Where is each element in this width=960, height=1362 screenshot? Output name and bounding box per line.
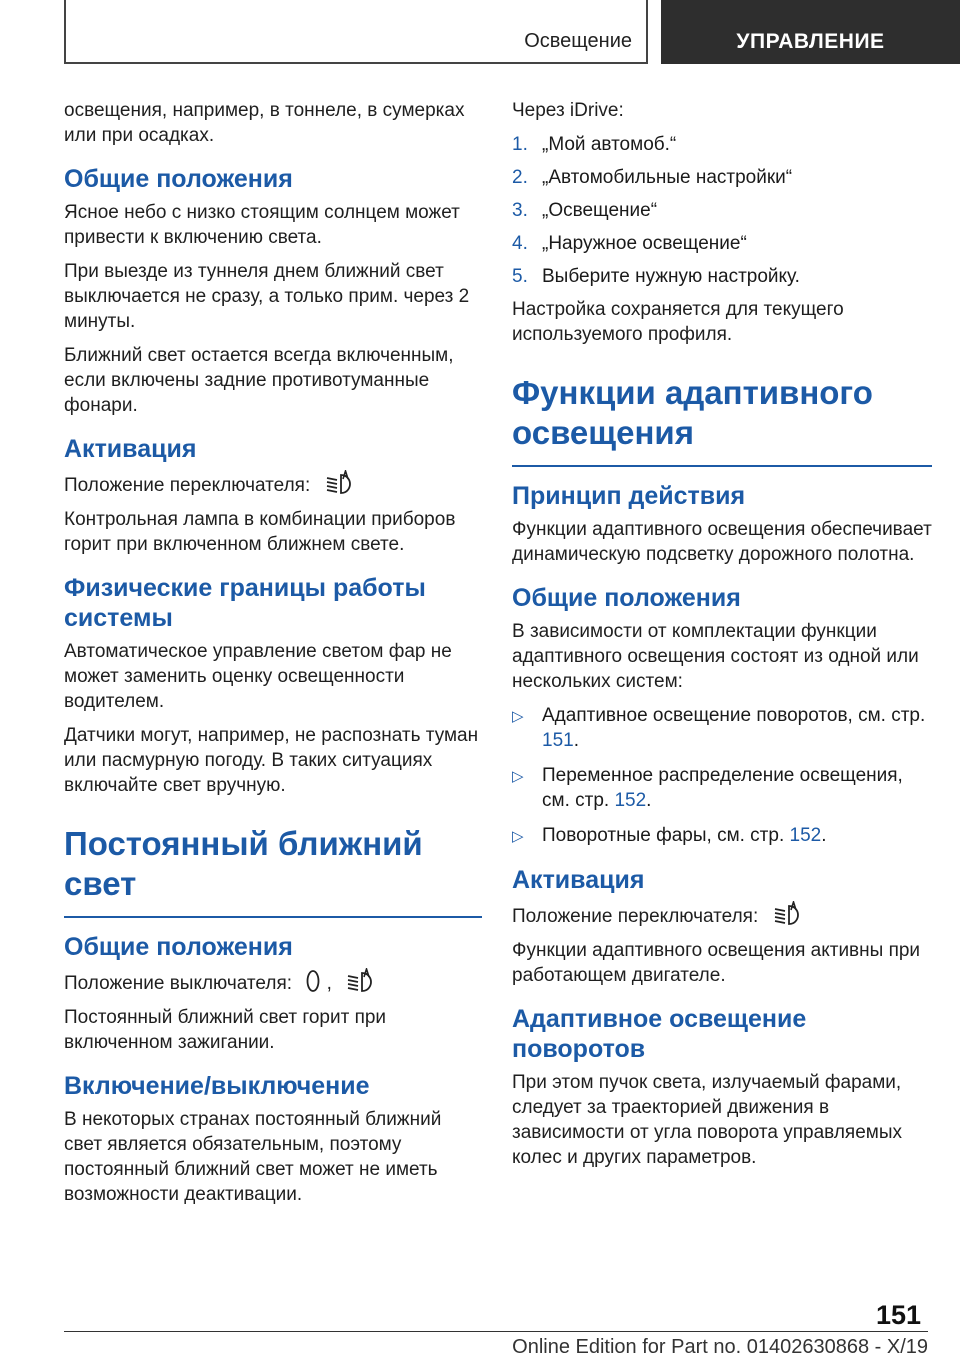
separator: , xyxy=(326,973,332,994)
step-text: „Освещение“ xyxy=(542,200,658,221)
step-number: 5. xyxy=(512,266,528,287)
section-rule xyxy=(64,916,482,918)
paragraph: Настройка сохраняется для текущего используемого профиля. xyxy=(512,299,844,345)
paragraph: Ясное небо с низко стоящим солнцем может привести к включению света. xyxy=(64,202,460,248)
heading-constant-low-beam: Постоянный ближний свет xyxy=(64,825,423,902)
idrive-steps xyxy=(512,132,932,289)
paragraph: В некоторых странах постоянный ближний свет является обязательным, поэтому постоянный ближний свет может не иметь возможности деактивации. xyxy=(64,1109,442,1205)
list-item xyxy=(512,165,932,190)
paragraph: Функции адаптивного освещения активны при работающем двигателе. xyxy=(512,940,921,986)
bullet-end: . xyxy=(646,790,652,811)
auto-headlight-icon xyxy=(324,470,354,496)
list-item xyxy=(512,763,932,813)
list-item xyxy=(512,231,932,256)
step-number: 4. xyxy=(512,233,528,254)
triangle-bullet-icon: ▷ xyxy=(512,828,524,845)
heading-principle: Принцип действия xyxy=(512,482,746,510)
page-link[interactable]: 152 xyxy=(789,825,822,846)
heading-limits: Физические границы работы системы xyxy=(64,574,426,632)
auto-headlight-icon xyxy=(345,968,375,994)
step-text: „Наружное освещение“ xyxy=(542,233,747,254)
paragraph: При выезде из туннеля днем ближний свет выключается не сразу, а только прим. через 2 минуты. xyxy=(64,261,470,332)
list-item xyxy=(512,823,932,849)
switch-position-line xyxy=(512,901,932,929)
step-number: 3. xyxy=(512,200,528,221)
edition-line: Online Edition for Part no. 01402630868 - X/19 xyxy=(512,1336,928,1358)
left-column xyxy=(64,98,482,1216)
page-number: 151 xyxy=(876,1300,922,1330)
auto-headlight-icon xyxy=(772,901,802,927)
light-off-icon xyxy=(305,968,321,994)
switch-position-label: Положение переключателя: xyxy=(512,906,759,927)
heading-curve-lighting: Адаптивное освещение поворотов xyxy=(512,1005,807,1063)
heading-adaptive-lighting: Функции адаптивного освещения xyxy=(512,374,873,451)
chapter-title: УПРАВЛЕНИЕ xyxy=(736,30,885,53)
switch-position-line xyxy=(64,968,482,996)
list-item xyxy=(512,132,932,157)
paragraph: Постоянный ближний свет горит при включенном зажигании. xyxy=(64,1007,387,1053)
paragraph: Ближний свет остается всегда включенным, если включены задние противотуманные фонари. xyxy=(64,345,454,416)
footer-rule xyxy=(64,1331,928,1332)
heading-on-off: Включение/выключение xyxy=(64,1072,370,1100)
paragraph: Автоматическое управление светом фар не может заменить оценку освещенности водителем. xyxy=(64,641,452,712)
switch-position-label: Положение переключателя: xyxy=(64,475,311,496)
paragraph: В зависимости от комплектации функции адаптивного освещения состоят из одной или нескольких систем: xyxy=(512,621,919,692)
bullet-end: . xyxy=(573,730,579,751)
triangle-bullet-icon: ▷ xyxy=(512,708,524,725)
step-number: 1. xyxy=(512,134,528,155)
heading-activation: Активация xyxy=(64,435,197,463)
paragraph: Функции адаптивного освещения обеспечивает динамическую подсветку дорожного полотна. xyxy=(512,519,932,565)
bullet-text: Поворотные фары, см. стр. xyxy=(542,825,785,846)
systems-list xyxy=(512,703,932,849)
heading-activation: Активация xyxy=(512,866,645,894)
list-item xyxy=(512,198,932,223)
step-text: „Автомобильные настройки“ xyxy=(542,167,793,188)
heading-general: Общие положения xyxy=(512,584,741,612)
heading-general: Общие положения xyxy=(64,165,293,193)
step-text: Выберите нужную настройку. xyxy=(542,266,800,287)
step-text: „Мой автомоб.“ xyxy=(542,134,677,155)
paragraph: Контрольная лампа в комбинации приборов горит при включенном ближнем свете. xyxy=(64,509,456,555)
switch-position-line xyxy=(64,470,482,498)
list-item xyxy=(512,703,932,753)
header-chapter-box xyxy=(661,0,960,64)
switch-position-label: Положение выключателя: xyxy=(64,973,293,994)
section-title: Освещение xyxy=(524,30,632,52)
paragraph: Датчики могут, например, не распознать туман или пасмурную погоду. В таких ситуациях включайте свет вручную. xyxy=(64,725,479,796)
paragraph: освещения, например, в тоннеле, в сумерках или при осадках. xyxy=(64,100,465,146)
bullet-text: Адаптивное освещение поворотов, см. стр. xyxy=(542,705,926,726)
step-number: 2. xyxy=(512,167,528,188)
header-section-box xyxy=(64,0,648,64)
right-column xyxy=(512,98,932,1179)
paragraph: При этом пучок света, излучаемый фарами, следует за траекторией движения в зависимости от угла поворота управляемых колес и других параметров. xyxy=(512,1072,902,1168)
heading-general: Общие положения xyxy=(64,933,293,961)
bullet-end: . xyxy=(821,825,827,846)
page-link[interactable]: 151 xyxy=(542,730,574,751)
triangle-bullet-icon: ▷ xyxy=(512,768,524,785)
paragraph: Через iDrive: xyxy=(512,100,624,121)
list-item xyxy=(512,264,932,289)
section-rule xyxy=(512,465,932,467)
page-link[interactable]: 152 xyxy=(614,790,647,811)
bullet-text: Переменное распределение освещения, см. стр. xyxy=(542,765,903,811)
